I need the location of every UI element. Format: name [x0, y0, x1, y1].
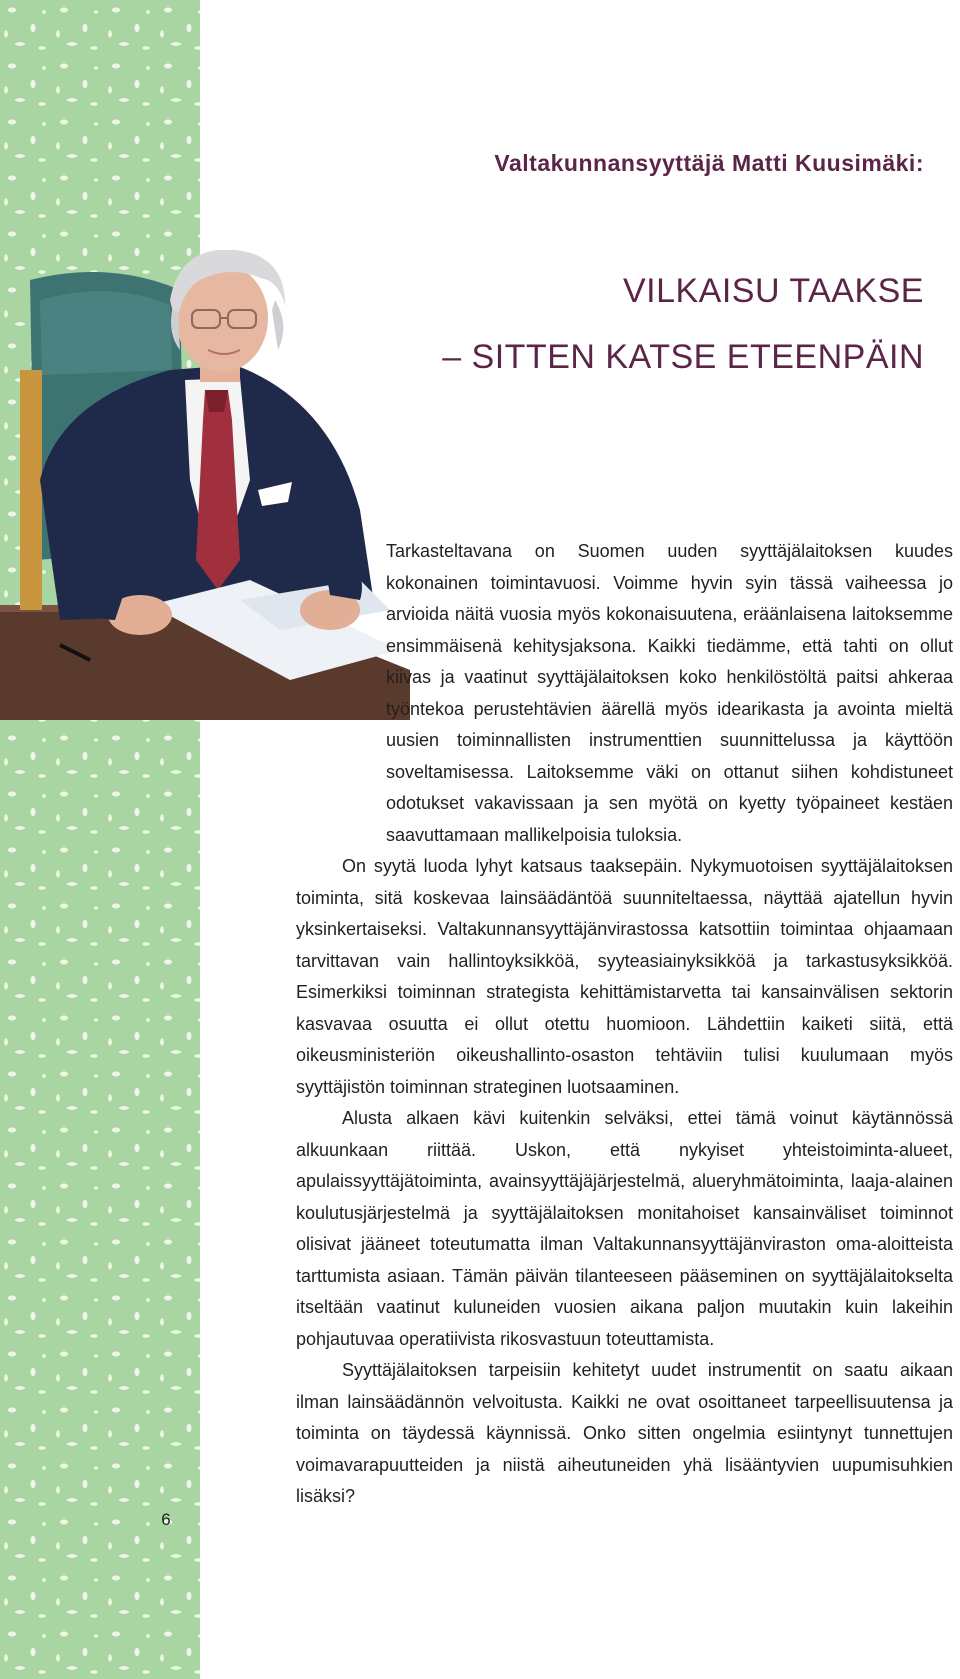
page-title-line-1: VILKAISU TAAKSE — [622, 272, 924, 310]
article-paragraph: On syytä luoda lyhyt katsaus taaksepäin. Nykymuotoisen syyttäjälaitoksen toiminta, sitä koskevaa lainsäädäntöä suunniteltaessa, näyttää ajatellun hyvin yksinkertaiseksi. Valtakunnansyyttäjänvirastossa katsottiin toimintaa ohjaamaan tarvittavan vain hallintoyksikköä, syyteasiainyksikköä ja tarkastusyksikköä. Esimerkiksi toiminnan strategista kehittämistarvetta tai kansainvälisen sektorin kasvavaa osuutta ei ollut otettu huomioon. Lähdettiin kaiketi siitä, että oikeusministeriön oikeushallinto-osaston tehtäviin tulisi kuulumaan myös syyttäjistön toiminnan strateginen luotsaaminen. — [296, 856, 953, 1097]
article-paragraph: Alusta alkaen kävi kuitenkin selväksi, ettei tämä voinut käytännössä alkuunkaan riittää. Uskon, että nykyiset yhteistoiminta-alueet, apulaissyyttäjätoiminta, avainsyyttäjäjärjestelmä, alueryhmätoiminta, laaja-alainen koulutusjärjestelmä ja syyttäjälaitoksen monitahoiset kansainväliset toiminnot olisivat jääneet toteutumatta ilman Valtakunnansyyttäjänviraston oma-aloitteista tarttumista asiaan. Tämän päivän tilanteeseen pääseminen on syyttäjälaitokselta itseltään vaatinut kuluneiden vuosien aikana paljon muutakin kuin lakeihin pohjautuvaa operatiivista rikosvastuun toteuttamista. — [296, 1108, 953, 1349]
author-line: Valtakunnansyyttäjä Matti Kuusimäki: — [494, 150, 924, 176]
article-paragraph: Syyttäjälaitoksen tarpeisiin kehitetyt uudet instrumentit on saatu aikaan ilman lainsäädännön velvoitusta. Kaikki ne ovat osoittaneet tarpeellisuutensa ja toiminta on täydessä käynnissä. Onko sitten ongelmia esiintynyt tunnettujen voimavarapuutteiden ja niistä aiheutuneiden yhä lisääntyvien uupumisuhkien lisäksi? — [296, 1360, 953, 1506]
article-body — [296, 536, 953, 1513]
page-number: 6 — [161, 1510, 171, 1529]
page-title-line-2: – SITTEN KATSE ETEENPÄIN — [442, 338, 924, 376]
article-paragraph: Tarkasteltavana on Suomen uuden syyttäjälaitoksen kuudes kokonainen toimintavuosi. Voimme hyvin syin tässä vaiheessa jo arvioida näitä vuosia myös kokonaisuutena, eräänlaisena laitoksemme ensimmäisenä kehitysjaksona. Kaikki tiedämme, että tahti on ollut kiivas ja vaatinut syyttäjälaitoksen koko henkilöstöltä paitsi ahkeraa työntekoa perustehtävien äärellä myös idearikasta ja avointa mieltä uusien toiminnallisten instrumenttien suunnittelussa ja käyttöön soveltamisessa. Laitoksemme väki on ottanut siihen kohdistuneet odotukset vakavissaan ja sen myötä on kyetty työpaineet kestäen saavuttamaan mallikelpoisia tuloksia. — [386, 541, 953, 845]
